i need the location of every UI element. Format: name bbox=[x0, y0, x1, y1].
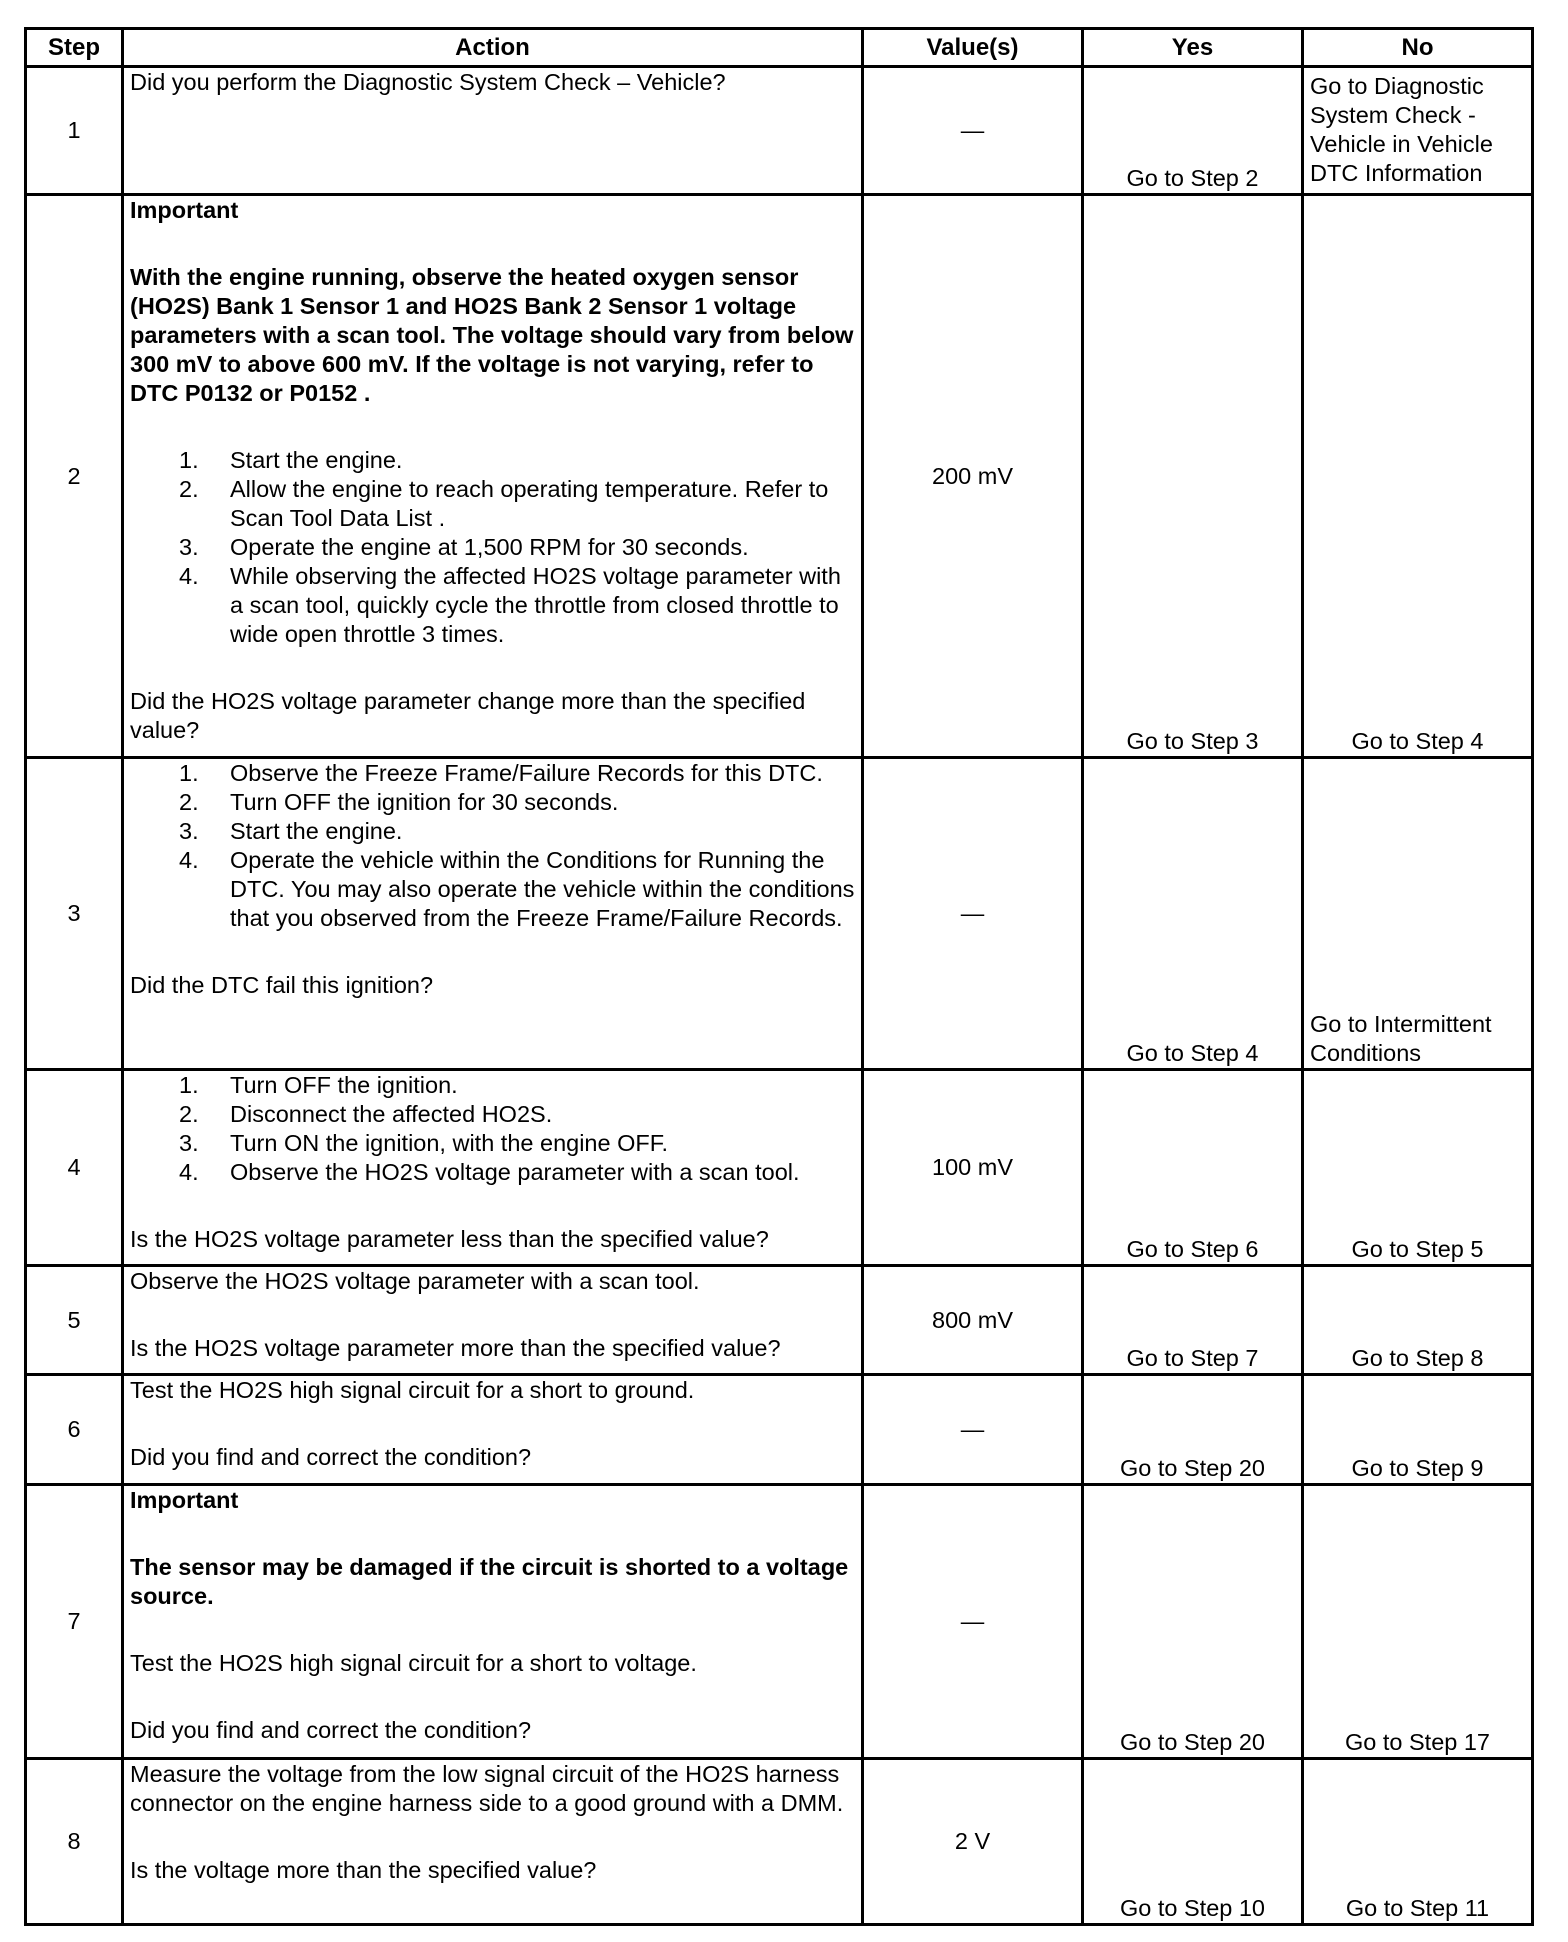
no-cell: Go to Step 9 bbox=[1303, 1375, 1533, 1485]
no-cell: Go to Intermittent Conditions bbox=[1303, 758, 1533, 1070]
action-question: Did the HO2S voltage parameter change more than the specified value? bbox=[130, 688, 806, 743]
yes-cell: Go to Step 7 bbox=[1083, 1266, 1303, 1375]
yes-cell: Go to Step 10 bbox=[1083, 1759, 1303, 1925]
list-item: 1. Turn OFF the ignition. bbox=[179, 1072, 458, 1098]
list-item: 2. Turn OFF the ignition for 30 seconds. bbox=[179, 789, 619, 815]
yes-cell: Go to Step 20 bbox=[1083, 1485, 1303, 1759]
step-number: 6 bbox=[26, 1375, 123, 1485]
action-question: Did you find and correct the condition? bbox=[130, 1444, 532, 1470]
list-item: 3. Start the engine. bbox=[179, 818, 403, 844]
no-cell: Go to Step 17 bbox=[1303, 1485, 1533, 1759]
procedure-list bbox=[130, 446, 855, 649]
table-row bbox=[26, 67, 1533, 195]
table-row bbox=[26, 1266, 1533, 1375]
step-number: 4 bbox=[26, 1070, 123, 1266]
action-text: Measure the voltage from the low signal circuit of the HO2S harness connector on the engine harness side to a good ground with a DMM. bbox=[130, 1761, 844, 1816]
yes-cell: Go to Step 20 bbox=[1083, 1375, 1303, 1485]
step-number: 3 bbox=[26, 758, 123, 1070]
header-values: Value(s) bbox=[863, 29, 1083, 67]
table-row bbox=[26, 1485, 1533, 1759]
value-cell: — bbox=[863, 67, 1083, 195]
table-row bbox=[26, 1375, 1533, 1485]
value-cell: — bbox=[863, 758, 1083, 1070]
action-cell bbox=[123, 1070, 863, 1266]
header-row bbox=[26, 29, 1533, 67]
list-item: 1. Observe the Freeze Frame/Failure Records for this DTC. bbox=[179, 760, 823, 786]
table-row bbox=[26, 1759, 1533, 1925]
action-question: Did the DTC fail this ignition? bbox=[130, 972, 434, 998]
list-item: 2. Allow the engine to reach operating temperature. Refer to Scan Tool Data List . bbox=[179, 476, 829, 531]
action-cell bbox=[123, 1266, 863, 1375]
action-question: Did you find and correct the condition? bbox=[130, 1717, 532, 1743]
yes-cell: Go to Step 2 bbox=[1083, 67, 1303, 195]
action-cell bbox=[123, 1375, 863, 1485]
important-text: The sensor may be damaged if the circuit is shorted to a voltage source. bbox=[130, 1554, 849, 1609]
no-cell: Go to Step 11 bbox=[1303, 1759, 1533, 1925]
header-action: Action bbox=[123, 29, 863, 67]
action-question: Is the HO2S voltage parameter more than the specified value? bbox=[130, 1335, 781, 1361]
header-step: Step bbox=[26, 29, 123, 67]
no-cell: Go to Step 4 bbox=[1303, 195, 1533, 758]
value-cell: 200 mV bbox=[863, 195, 1083, 758]
action-cell bbox=[123, 67, 863, 195]
value-cell: — bbox=[863, 1485, 1083, 1759]
important-label: Important bbox=[130, 1487, 239, 1513]
value-cell: — bbox=[863, 1375, 1083, 1485]
important-text: With the engine running, observe the heated oxygen sensor (HO2S) Bank 1 Sensor 1 and HO2S Bank 2 Sensor 1 voltage parameters with a scan tool. The voltage should vary from below 300 mV to above 600 mV. If the voltage is not varying, refer to DTC P0132 or P0152 . bbox=[130, 264, 854, 406]
action-cell bbox=[123, 1759, 863, 1925]
list-item: 4. Observe the HO2S voltage parameter with a scan tool. bbox=[179, 1159, 800, 1185]
action-text: Test the HO2S high signal circuit for a short to voltage. bbox=[130, 1650, 697, 1676]
yes-cell: Go to Step 3 bbox=[1083, 195, 1303, 758]
procedure-list bbox=[130, 1071, 855, 1187]
step-number: 8 bbox=[26, 1759, 123, 1925]
step-number: 5 bbox=[26, 1266, 123, 1375]
list-item: 4. Operate the vehicle within the Conditions for Running the DTC. You may also operate the vehicle within the conditions that you observed from the Freeze Frame/Failure Records. bbox=[179, 847, 855, 931]
table-row bbox=[26, 1070, 1533, 1266]
action-text: Observe the HO2S voltage parameter with a scan tool. bbox=[130, 1268, 700, 1294]
header-no: No bbox=[1303, 29, 1533, 67]
list-item: 3. Operate the engine at 1,500 RPM for 30 seconds. bbox=[179, 534, 749, 560]
value-cell: 100 mV bbox=[863, 1070, 1083, 1266]
value-cell: 2 V bbox=[863, 1759, 1083, 1925]
action-question: Is the HO2S voltage parameter less than the specified value? bbox=[130, 1226, 769, 1252]
table-row bbox=[26, 758, 1533, 1070]
procedure-list bbox=[130, 759, 855, 933]
yes-cell: Go to Step 6 bbox=[1083, 1070, 1303, 1266]
step-number: 7 bbox=[26, 1485, 123, 1759]
step-number: 1 bbox=[26, 67, 123, 195]
no-cell: Go to Diagnostic System Check - Vehicle in Vehicle DTC Information bbox=[1303, 67, 1533, 195]
value-cell: 800 mV bbox=[863, 1266, 1083, 1375]
action-question: Is the voltage more than the specified value? bbox=[130, 1857, 597, 1883]
action-cell bbox=[123, 758, 863, 1070]
action-cell bbox=[123, 1485, 863, 1759]
action-cell bbox=[123, 195, 863, 758]
list-item: 1. Start the engine. bbox=[179, 447, 403, 473]
no-cell: Go to Step 5 bbox=[1303, 1070, 1533, 1266]
no-cell: Go to Step 8 bbox=[1303, 1266, 1533, 1375]
yes-cell: Go to Step 4 bbox=[1083, 758, 1303, 1070]
list-item: 4. While observing the affected HO2S voltage parameter with a scan tool, quickly cycle the throttle from closed throttle to wide open throttle 3 times. bbox=[179, 563, 841, 647]
diagnostic-table bbox=[24, 27, 1534, 1926]
list-item: 3. Turn ON the ignition, with the engine OFF. bbox=[179, 1130, 669, 1156]
action-question: Did you perform the Diagnostic System Check – Vehicle? bbox=[130, 69, 726, 95]
header-yes: Yes bbox=[1083, 29, 1303, 67]
important-label: Important bbox=[130, 197, 239, 223]
list-item: 2. Disconnect the affected HO2S. bbox=[179, 1101, 553, 1127]
step-number: 2 bbox=[26, 195, 123, 758]
action-text: Test the HO2S high signal circuit for a short to ground. bbox=[130, 1377, 695, 1403]
table-row bbox=[26, 195, 1533, 758]
